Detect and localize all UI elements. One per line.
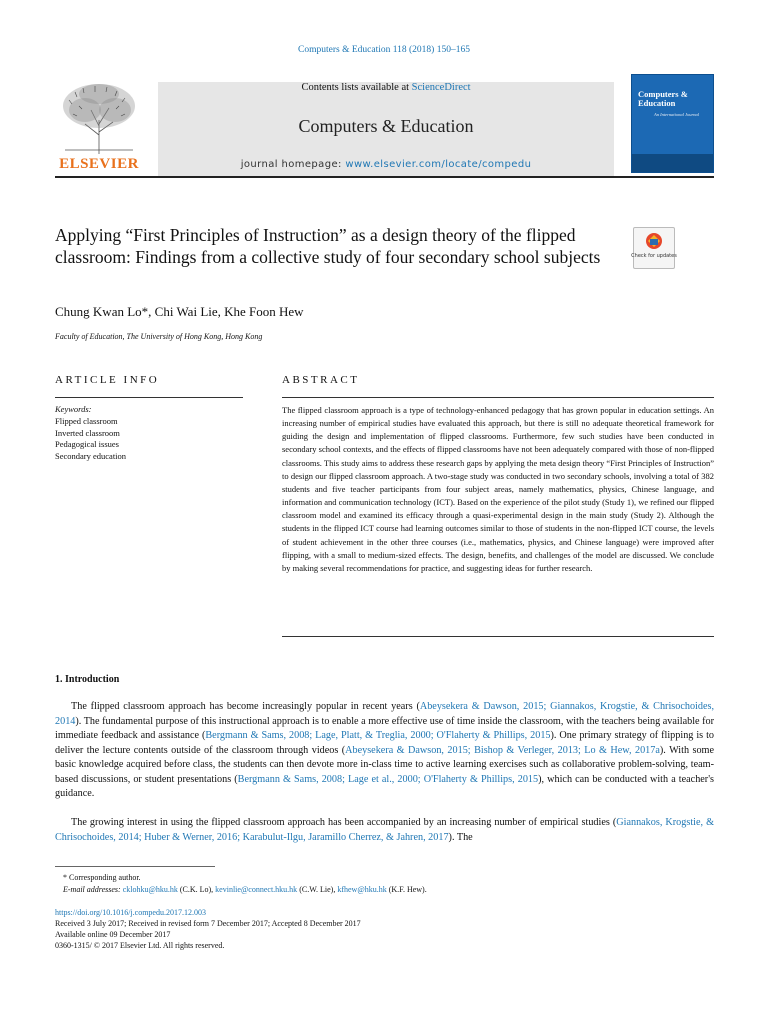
article-authors: Chung Kwan Lo*, Chi Wai Lie, Khe Foon Hew bbox=[55, 304, 304, 319]
intro-text: ). The fundamental purpose of this instructional approach is to enable a more effective use of time inside the classroom, with the teachers being available for immediate feedback and assistance ( bbox=[55, 715, 714, 741]
intro-paragraph-1 bbox=[55, 700, 714, 802]
keyword-item: Inverted classroom bbox=[55, 427, 120, 438]
keyword-item: Flipped classroom bbox=[55, 415, 118, 426]
footnotes bbox=[55, 872, 427, 896]
author-affiliation: Faculty of Education, The University of Hong Kong, Hong Kong bbox=[55, 332, 263, 341]
contents-line bbox=[158, 82, 614, 93]
abstract-text: The flipped classroom approach is a type of technology-enhanced pedagogy that has grown popular in education settings. An increasing number of empirical studies have evaluated this approach, but there is still no adequate theoretical framework for guiding the design and implementation of flipped classrooms. Furthermore, few such studies have been conducted in secondary school contexts, and the effects of flipped classrooms have not been adequately compared with those of non-flipped classrooms. This study aims to address these research gaps by applying the meta design theory “First Principles of Instruction” to design our flipped classroom approach. A two-stage study was conducted in two secondary schools, involving a total of 382 students and five teacher participants from four subject areas, namely mathematics, physics, Chinese language, and information and communication technology (ICT). Based on the experience of the pilot study (Study 1), we refined our flipped classroom model and examined its efficacy through a quasi-experimental design in the main study (Study 2). Although the students in the flipped ICT course had learning outcomes similar to those of students in the non-flipped ICT course, the levels of student achievement in the other three courses (i.e., mathematics, physics, and Chinese language) were improved after flipping, with a small to medium-sized effects. The design, benefits, and challenges of the model are discussed. We conclude by making several recommendations for practice, and suggesting ideas for further research. bbox=[282, 405, 714, 573]
sciencedirect-link[interactable]: ScienceDirect bbox=[411, 82, 471, 93]
intro-text: The growing interest in using the flipped classroom approach has been accompanied by an increasing number of empirical studies ( bbox=[71, 817, 617, 828]
cover-strip bbox=[632, 154, 713, 172]
keyword-item: Secondary education bbox=[55, 451, 127, 462]
section-heading-introduction: 1. Introduction bbox=[55, 674, 120, 685]
article-title: Applying “First Principles of Instruction” as a design theory of the flipped classroom: Findings from a collective study of four secondary school subjects bbox=[55, 225, 601, 267]
citation-link[interactable]: Abeysekera & Dawson, 2015; Bishop & Verleger, 2013; Lo & Hew, 2017a bbox=[345, 744, 660, 756]
intro-text: ), which can be conducted with a teacher's guidance. bbox=[55, 773, 715, 799]
journal-cover-image[interactable] bbox=[631, 74, 714, 173]
footnote-rule bbox=[55, 866, 215, 867]
journal-citation[interactable]: Computers & Education 118 (2018) 150–165 bbox=[298, 45, 470, 55]
email-owner: (K.F. Hew). bbox=[386, 885, 427, 894]
abstract-rule-top bbox=[282, 397, 714, 398]
header-divider bbox=[55, 176, 714, 178]
email-link[interactable]: kevinlie@connect.hku.hk bbox=[215, 885, 298, 894]
homepage-prefix: journal homepage: bbox=[240, 159, 346, 170]
cover-subtitle: An International Journal bbox=[654, 112, 699, 117]
abstract-heading: ABSTRACT bbox=[282, 374, 360, 386]
keyword-item: Pedagogical issues bbox=[55, 439, 119, 450]
intro-text: ). The bbox=[448, 831, 473, 843]
corresponding-author-note: * Corresponding author. bbox=[63, 873, 141, 882]
email-owner: (C.K. Lo), bbox=[177, 885, 216, 894]
journal-title: Computers & Education bbox=[298, 116, 474, 136]
keywords-label: Keywords: bbox=[55, 404, 92, 414]
article-meta bbox=[55, 907, 361, 951]
intro-text: ). With some basic knowledge acquired before class, the students can then devote more in-class time to active learning exercises such as collaborative problem-solving, team-based discussions, or student presentations ( bbox=[55, 744, 714, 785]
badge-text: Check for updates bbox=[631, 253, 677, 259]
publisher-wordmark[interactable]: ELSEVIER bbox=[59, 156, 139, 172]
citation-link[interactable]: Bergmann & Sams, 2008; Lage, Platt, & Treglia, 2000; O'Flaherty & Phillips, 2015 bbox=[205, 730, 551, 741]
check-updates-icon bbox=[631, 228, 677, 268]
copyright: 0360-1315/ © 2017 Elsevier Ltd. All rights reserved. bbox=[55, 941, 225, 950]
citation-link[interactable]: Abeysekera & Dawson, 2015; Giannakos, Krogstie, & Chrisochoides, 2014 bbox=[55, 701, 714, 727]
email-link[interactable]: cklohku@hku.hk bbox=[122, 885, 178, 894]
keywords-block bbox=[55, 404, 126, 463]
citation-link[interactable]: Bergmann & Sams, 2008; Lage et al., 2000; O'Flaherty & Phillips, 2015 bbox=[237, 773, 539, 785]
article-info-heading: ARTICLE INFO bbox=[55, 374, 160, 386]
received-dates: Received 3 July 2017; Received in revised form 7 December 2017; Accepted 8 December 2017 bbox=[55, 919, 361, 928]
journal-banner bbox=[158, 82, 614, 176]
homepage-link[interactable]: www.elsevier.com/locate/compedu bbox=[345, 159, 532, 170]
email-label: E-mail addresses: bbox=[63, 885, 123, 894]
email-owner: (C.W. Lie), bbox=[297, 885, 338, 894]
check-for-updates-badge[interactable] bbox=[633, 227, 675, 269]
intro-paragraph-2 bbox=[55, 816, 714, 845]
available-online: Available online 09 December 2017 bbox=[55, 930, 171, 939]
article-info-rule bbox=[55, 397, 243, 398]
email-line bbox=[55, 884, 427, 896]
contents-prefix: Contents lists available at bbox=[301, 82, 412, 93]
intro-text: ). One primary strategy of flipping is to deliver the lecture contents outside of the classroom through videos ( bbox=[55, 730, 714, 756]
citation-link[interactable]: Giannakos, Krogstie, & Chrisochoides, 2014; Huber & Werner, 2016; Karabulut-Ilgu, Jaramillo Cherrez, & Jahren, 2017 bbox=[55, 817, 714, 843]
homepage-line bbox=[158, 159, 614, 170]
abstract-rule-bottom bbox=[282, 636, 714, 637]
intro-text: The flipped classroom approach has become increasingly popular in recent years ( bbox=[71, 701, 420, 712]
cover-title: Computers & Education bbox=[638, 89, 688, 108]
doi-link[interactable]: https://doi.org/10.1016/j.compedu.2017.12.003 bbox=[55, 908, 206, 917]
email-link[interactable]: kfhew@hku.hk bbox=[337, 885, 387, 894]
